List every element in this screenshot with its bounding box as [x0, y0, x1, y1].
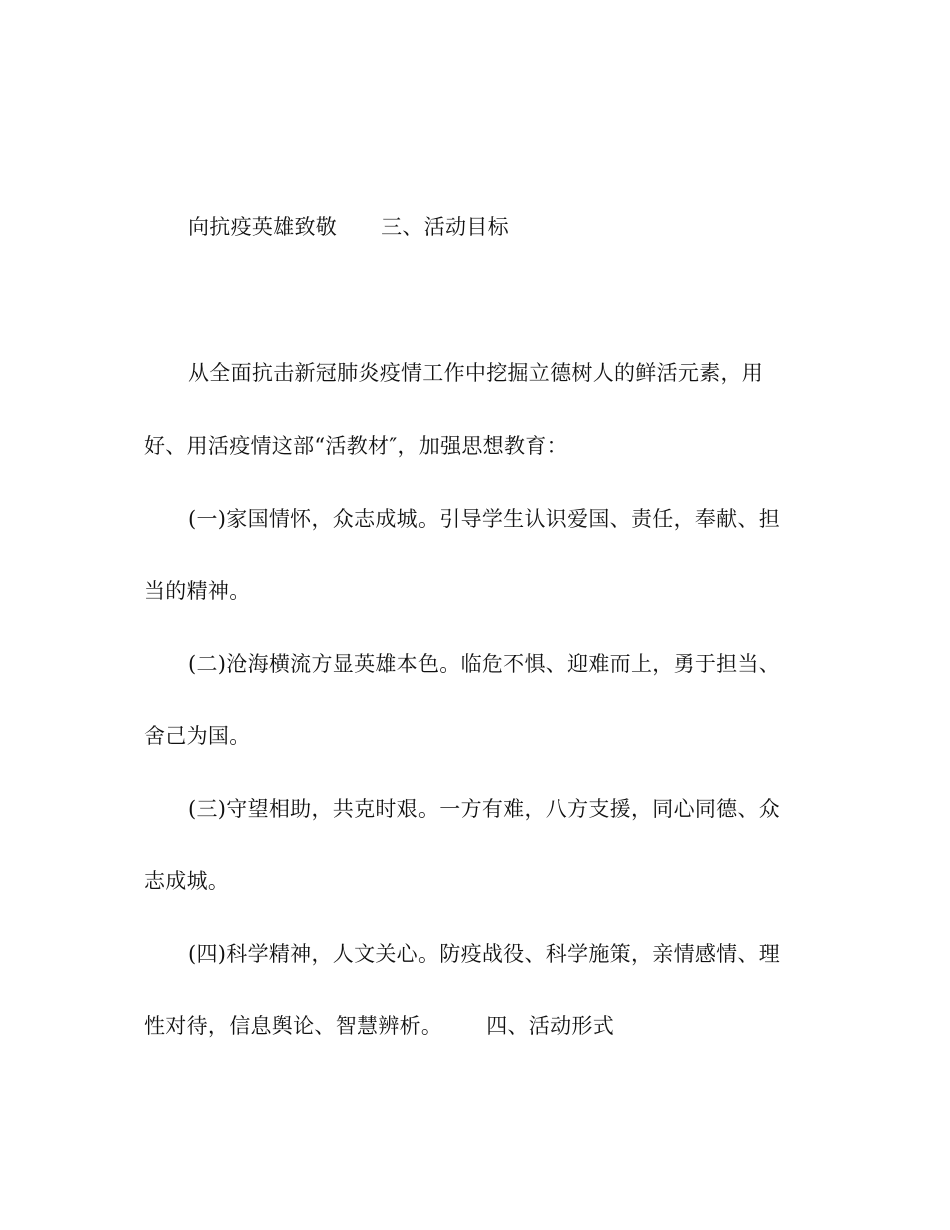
goal-item-3-continued: 志成城。: [144, 869, 230, 893]
goal-item-2: (二)沧海横流方显英雄本色。临危不惧、迎难而上，勇于担当、: [188, 652, 781, 676]
paragraph-line: 好、用活疫情这部“活教材″，加强思想教育：: [144, 434, 568, 458]
goal-item-1-continued: 当的精神。: [144, 579, 251, 603]
goal-item-4-continued: 性对待，信息舆论、智慧辨析。: [144, 1014, 443, 1038]
goal-item-1: (一)家国情怀，众志成城。引导学生认识爱国、责任，奉献、担: [188, 507, 781, 531]
goal-item-3: (三)守望相助，共克时艰。一方有难，八方支援，同心同德、众: [188, 797, 781, 821]
section-heading-activity-forms: 四、活动形式: [486, 1014, 615, 1038]
text-line: [188, 212, 509, 242]
goal-item-2-continued: 舍己为国。: [144, 724, 251, 748]
section-heading-activity-goals: 三、活动目标: [381, 215, 509, 239]
goal-item-4: (四)科学精神，人文关心。防疫战役、科学施策，亲情感情、理: [188, 942, 781, 966]
closing-phrase: 向抗疫英雄致敬: [188, 215, 338, 239]
paragraph-line: 从全面抗击新冠肺炎疫情工作中挖掘立德树人的鲜活元素，用: [188, 361, 764, 385]
text-line: [144, 1011, 614, 1041]
